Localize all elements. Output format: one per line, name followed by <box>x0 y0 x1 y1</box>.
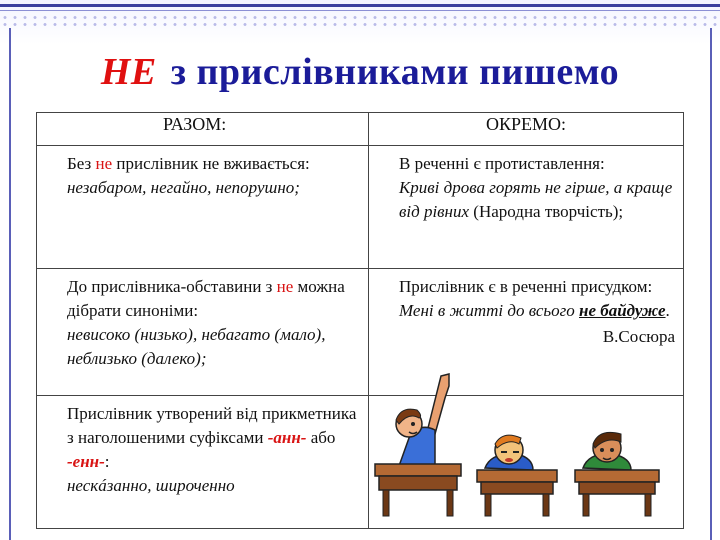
column-header-together: РАЗОМ: <box>37 113 369 146</box>
student-raising-hand <box>396 374 449 466</box>
rule-cell-3-together: Прислівник утворений від прикметника з наголошеними суфіксами -анн- або -енн-: нескáзанно, широченно <box>37 396 369 529</box>
title-ne: НЕ <box>100 51 157 93</box>
slide-title <box>0 50 720 94</box>
example-text: нескáзанно, широченно <box>67 476 235 495</box>
example-text: невисоко (низько), небагато (мало), неблизько (далеко); <box>67 325 326 368</box>
author-name: В.Сосюра <box>602 327 675 346</box>
student-sleepy <box>485 435 533 470</box>
student-writing <box>583 432 631 470</box>
desk-top <box>575 470 659 482</box>
desk-top <box>375 464 461 476</box>
rule-cell-2-together: До прислівника-обставини з не можна дібрати синоніми: невисоко (низько), небагато (мало), неблизько (далеко); <box>37 269 369 396</box>
students-illustration <box>369 372 685 518</box>
rule-cell-1-separately: В реченні є протиставлення: Криві дрова горять не гірше, а краще від рівних (Народна творчість); <box>369 146 684 269</box>
title-rest: з прислівниками пишемо <box>170 51 620 93</box>
desk-top <box>477 470 557 482</box>
left-border-rule <box>9 28 11 540</box>
illustration-cell <box>369 396 684 529</box>
rule-cell-1-together: Без не прислівник не вживається: незабаром, негайно, непорушно; <box>37 146 369 269</box>
column-header-separately: ОКРЕМО: <box>369 113 684 146</box>
rule-cell-2-separately: Прислівник є в реченні присудком: Мені в житті до всього не байдуже. В.Сосюра <box>369 269 684 396</box>
right-border-rule <box>710 28 712 540</box>
top-decoration <box>0 0 720 44</box>
example-text: Криві дрова горять не гірше, а краще від рівних <box>399 178 673 221</box>
rules-table <box>36 112 684 529</box>
example-text: незабаром, негайно, непорушно; <box>67 178 300 197</box>
